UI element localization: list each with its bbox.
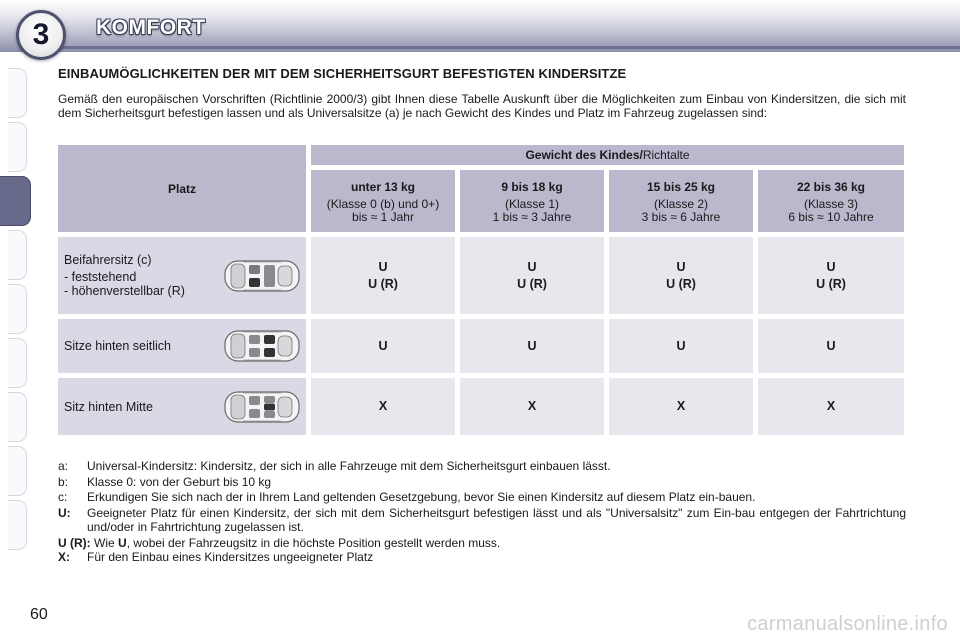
seat-column-header [58, 145, 306, 232]
weight-column-2 [609, 170, 753, 232]
chapter-title: KOMFORT [96, 16, 206, 39]
table-cell [311, 319, 455, 373]
table-cell [311, 378, 455, 435]
weight-age: 3 bis ≈ 6 Jahre [641, 210, 721, 224]
seat-header-label: Platz [167, 181, 196, 196]
note-text: Universal-Kindersitz: Kindersitz, der sich in alle Fahrzeuge mit dem Sicherheitsgurt einbauen lässt. [87, 459, 611, 473]
note-x [58, 550, 906, 565]
weight-title: unter 13 kg [350, 180, 416, 194]
seat-label-line: Sitz hinten Mitte [64, 399, 153, 414]
seat-label-line: - höhenverstellbar (R) [64, 284, 185, 298]
cell-value: U [527, 259, 537, 274]
note-c [58, 490, 906, 505]
cell-value: U [378, 259, 388, 274]
table-cell [460, 378, 604, 435]
weight-column-1 [460, 170, 604, 232]
weight-column-3 [758, 170, 904, 232]
weight-class: (Klasse 3) [803, 197, 859, 211]
table-cell [311, 237, 455, 314]
side-tab-4[interactable] [8, 230, 27, 280]
side-tab-9[interactable] [8, 500, 27, 550]
table-cell [758, 237, 904, 314]
cell-value: X [378, 399, 388, 413]
weight-column-0 [311, 170, 455, 232]
weight-age: bis ≈ 1 Jahr [352, 210, 414, 224]
seat-label [64, 253, 185, 298]
table-row-seat-front-passenger [58, 237, 306, 314]
cell-value: U (R) [666, 276, 696, 291]
chapter-side-tabs [0, 60, 34, 580]
header-rule [40, 46, 960, 49]
chapter-number-badge [16, 10, 66, 60]
cell-value: U [676, 259, 686, 274]
cell-value: U [826, 259, 836, 274]
note-key: c: [58, 490, 68, 504]
cell-value: U [527, 338, 537, 353]
note-ur [58, 536, 906, 551]
note-text: Wie [94, 535, 115, 550]
note-key: a: [58, 459, 69, 473]
table-cell [460, 319, 604, 373]
side-tab-2[interactable] [8, 122, 27, 172]
weight-header-normal: Richtalte [642, 148, 690, 162]
table-row-seat-rear-middle [58, 378, 306, 435]
weight-header-bold: Gewicht des Kindes/ [525, 148, 643, 162]
intro-paragraph: Gemäß den europäischen Vorschriften (Richtlinie 2000/3) gibt Ihnen diese Tabelle Auskunft über die Möglichkeiten zum Einbau von Kindersitzen, die sich mit dem Sicherheitsgurt befestigen lassen und als Universalsitze (a) je nach Gewicht des Kindes und Platz im Fahrzeug zugelassen sind: [58, 92, 906, 120]
table-cell [758, 319, 904, 373]
table-cell [609, 237, 753, 314]
note-key: U (R): [58, 535, 91, 550]
cell-value: U (R) [517, 276, 547, 291]
section-title: EINBAUMÖGLICHKEITEN DER MIT DEM SICHERHEITSGURT BEFESTIGTEN KINDERSITZE [58, 66, 627, 81]
note-text: , wobei der Fahrzeugsitz in die höchste Position gestellt werden muss. [126, 535, 501, 550]
note-text: Geeigneter Platz für einen Kindersitz, der sich mit dem Sicherheitsgurt befestigen lässt und als "Universalsitz" zum Ein-bau entgegen der Fahrtrichtung und/oder in Fahrtrichtung zugelassen ist. [87, 505, 906, 534]
weight-age: 1 bis ≈ 3 Jahre [492, 210, 572, 224]
cell-value: X [826, 399, 836, 413]
seat-label [64, 400, 153, 414]
note-key: X: [58, 550, 70, 564]
weight-title: 22 bis 36 kg [796, 180, 866, 194]
note-a [58, 459, 906, 474]
table-row-seat-rear-side [58, 319, 306, 373]
weight-header [311, 145, 904, 165]
note-text: Klasse 0: von der Geburt bis 10 kg [87, 474, 272, 489]
table-cell [460, 237, 604, 314]
side-tab-7[interactable] [8, 392, 27, 442]
weight-age: 6 bis ≈ 10 Jahre [788, 210, 874, 224]
note-b [58, 475, 906, 490]
cell-value: U (R) [368, 276, 398, 291]
note-key: U: [58, 505, 71, 520]
car-top-view-icon [223, 257, 301, 295]
side-tab-1[interactable] [8, 68, 27, 118]
weight-title: 15 bis 25 kg [646, 180, 716, 194]
side-tab-3-active[interactable] [0, 176, 31, 226]
note-text-emphasis: U [118, 535, 127, 550]
cell-value: X [676, 399, 686, 413]
seat-label-line: Sitze hinten seitlich [64, 339, 172, 353]
weight-class: (Klasse 2) [653, 197, 709, 211]
seat-label-line: - feststehend [64, 270, 137, 284]
note-key: b: [58, 474, 69, 489]
weight-class: (Klasse 0 (b) und 0+) [326, 197, 440, 211]
note-text: Erkundigen Sie sich nach der in Ihrem Land geltenden Gesetzgebung, bevor Sie einen Kindersitz auf diesem Platz ein-bauen. [87, 490, 756, 504]
chapter-number: 3 [32, 18, 50, 51]
weight-class: (Klasse 1) [504, 197, 560, 211]
note-text: Für den Einbau eines Kindersitzes ungeeigneter Platz [87, 550, 374, 564]
car-top-view-icon [223, 327, 301, 365]
side-tab-6[interactable] [8, 338, 27, 388]
footnotes [58, 459, 906, 566]
cell-value: U [378, 338, 388, 353]
cell-value: U [676, 338, 686, 353]
watermark: carmanualsonline.info [747, 613, 948, 635]
table-cell [609, 319, 753, 373]
cell-value: U [826, 338, 836, 353]
table-cell [609, 378, 753, 435]
cell-value: X [527, 399, 537, 413]
weight-title: 9 bis 18 kg [501, 180, 563, 194]
page-number: 60 [30, 606, 48, 623]
seat-label-line: Beifahrersitz (c) [64, 253, 152, 267]
table-cell [758, 378, 904, 435]
note-u [58, 506, 906, 535]
side-tab-8[interactable] [8, 446, 27, 496]
cell-value: U (R) [816, 276, 846, 291]
car-top-view-icon [223, 388, 301, 426]
seat-label [64, 339, 171, 353]
side-tab-5[interactable] [8, 284, 27, 334]
